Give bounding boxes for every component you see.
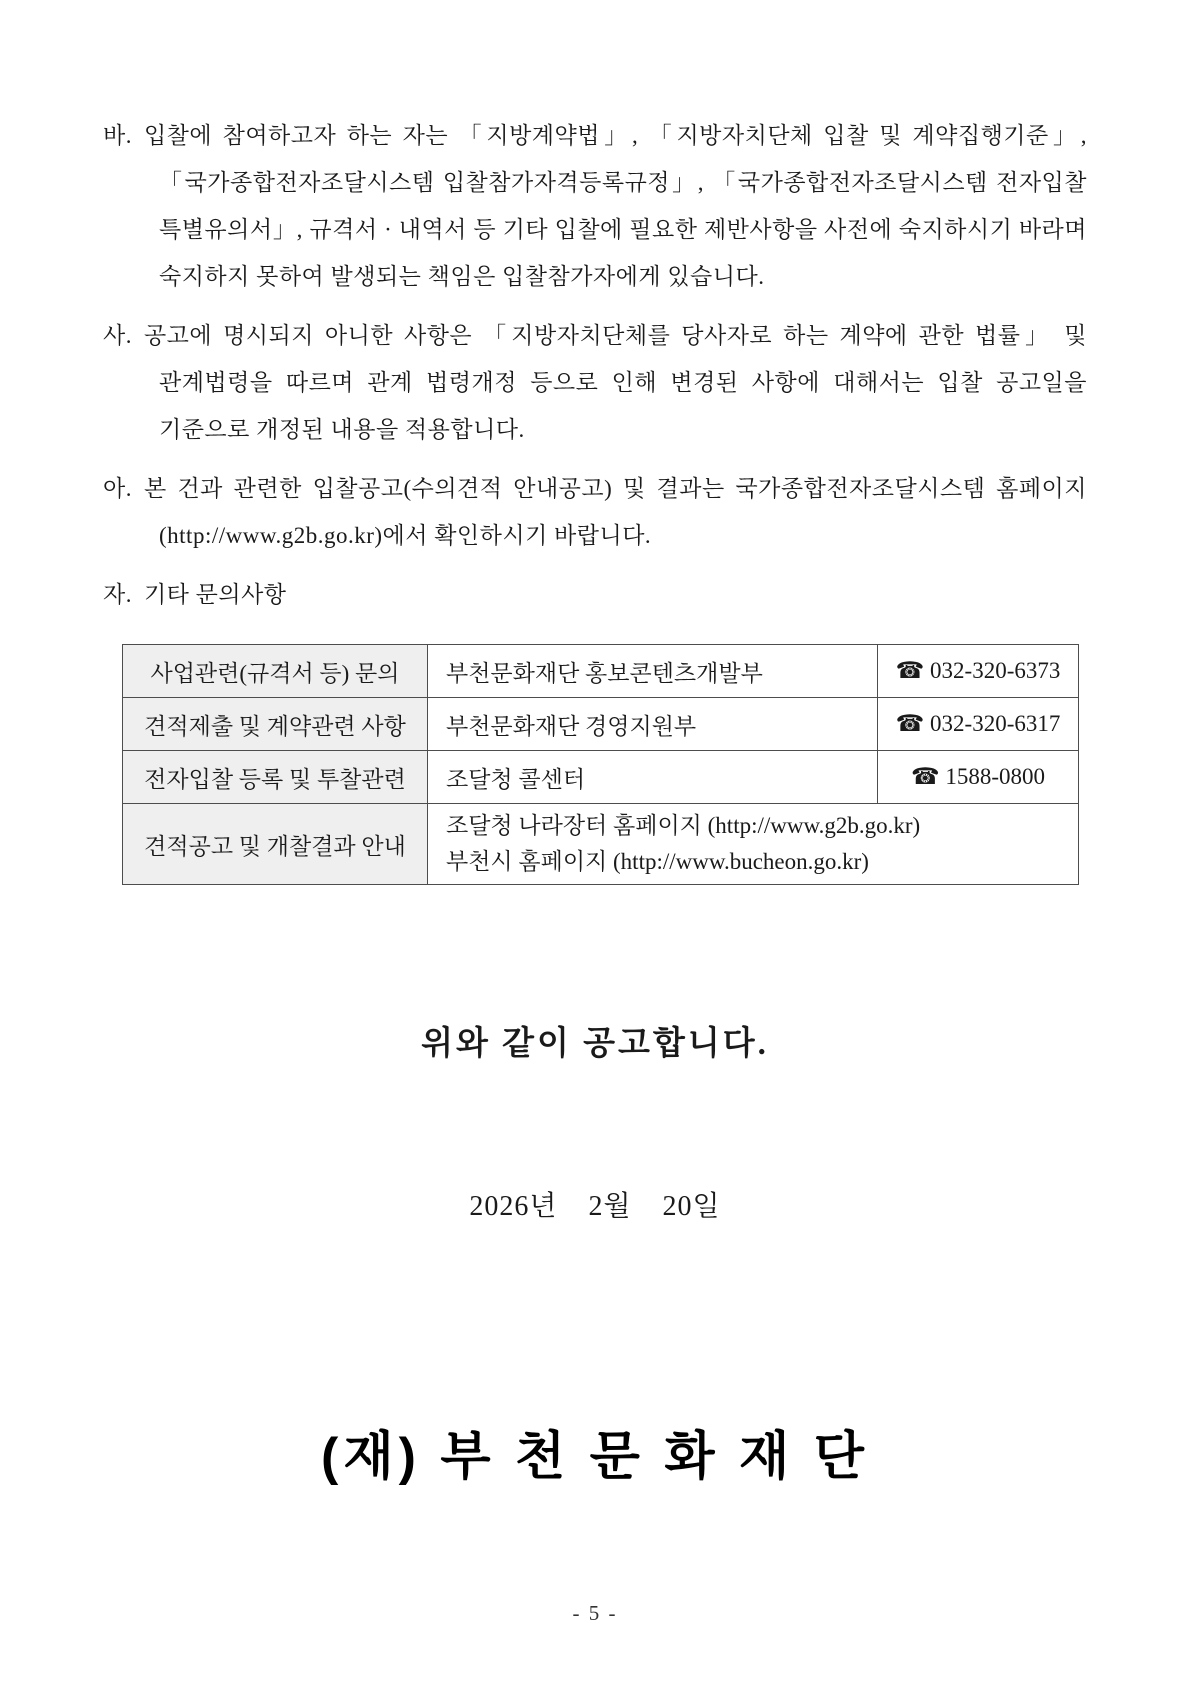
- announcement-statement: 위와 같이 공고합니다.: [421, 1026, 769, 1062]
- clause-marker: 사.: [103, 323, 132, 348]
- phone-icon: ☎: [895, 711, 925, 736]
- contact-websites: [428, 804, 1079, 885]
- contact-department: 부천문화재단 경영지원부: [428, 698, 878, 751]
- table-row: [123, 698, 1079, 751]
- contact-category: 견적공고 및 개찰결과 안내: [123, 804, 428, 885]
- organization-name: (재) 부 천 문 화 재 단: [321, 1428, 869, 1486]
- clause-ja: [103, 571, 1087, 618]
- phone-number: 032-320-6373: [930, 658, 1061, 683]
- table-row: [123, 645, 1079, 698]
- phone-icon: ☎: [895, 658, 925, 683]
- announcement-date: [103, 1184, 1087, 1224]
- clause-marker: 바.: [103, 123, 132, 148]
- contact-category: 사업관련(규격서 등) 문의: [123, 645, 428, 698]
- clause-text: 입찰에 참여하고자 하는 자는 「지방계약법」, 「지방자치단체 입찰 및 계약집행기준」, 「국가종합전자조달시스템 입찰참가자격등록규정」, 「국가종합전자조달시스템 전자입찰 특별유의서」, 규격서 · 내역서 등 기타 입찰에 필요한 제반사항을 사전에 숙지하시기 바라며 숙지하지 못하여 발생되는 책임은 입찰참가자에게 있습니다.: [143, 123, 1087, 289]
- contact-phone: [878, 751, 1079, 804]
- clause-text: 공고에 명시되지 아니한 사항은 「지방자치단체를 당사자로 하는 계약에 관한 법률」 및 관계법령을 따르며 관계 법령개정 등으로 인해 변경된 사항에 대해서는 입찰 공고일을 기준으로 개정된 내용을 적용합니다.: [143, 323, 1087, 442]
- contact-category: 견적제출 및 계약관련 사항: [123, 698, 428, 751]
- contact-phone: [878, 698, 1079, 751]
- website-line: 조달청 나라장터 홈페이지 (http://www.g2b.go.kr): [446, 813, 921, 838]
- table-row: [123, 751, 1079, 804]
- clause-marker: 아.: [103, 476, 132, 501]
- clause-marker: 자.: [103, 582, 132, 607]
- contact-category: 전자입찰 등록 및 투찰관련: [123, 751, 428, 804]
- contact-info-table: [122, 644, 1079, 885]
- clause-text: 본 건과 관련한 입찰공고(수의견적 안내공고) 및 결과는 국가종합전자조달시스템 홈페이지 (http://www.g2b.go.kr)에서 확인하시기 바랍니다.: [143, 476, 1087, 548]
- document-body: [103, 112, 1087, 1489]
- phone-number: 1588-0800: [945, 764, 1046, 789]
- page-number: - 5 -: [572, 1601, 618, 1625]
- date-year: 2026년: [469, 1191, 558, 1222]
- contact-department: 부천문화재단 홍보콘텐츠개발부: [428, 645, 878, 698]
- clause-ba: [103, 112, 1087, 300]
- contact-phone: [878, 645, 1079, 698]
- website-line: 부천시 홈페이지 (http://www.bucheon.go.kr): [446, 849, 869, 874]
- date-day: 20일: [662, 1191, 721, 1222]
- clause-a: [103, 465, 1087, 559]
- contact-department: 조달청 콜센터: [428, 751, 878, 804]
- date-month: 2월: [588, 1191, 632, 1222]
- phone-icon: ☎: [910, 764, 940, 789]
- clause-text: 기타 문의사항: [143, 582, 287, 607]
- clause-sa: [103, 312, 1087, 453]
- phone-number: 032-320-6317: [930, 711, 1061, 736]
- table-row: [123, 804, 1079, 885]
